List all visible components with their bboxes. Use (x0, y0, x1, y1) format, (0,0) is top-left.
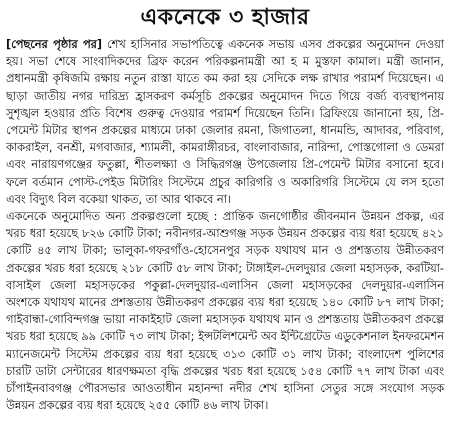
paragraph-2-text: একনেকে অনুমোদিত অন্য প্রকল্পগুলো হচ্ছে : প্রান্তিক জনগোষ্ঠীর জীবনমান উন্নয়ন প্রকল্প, এর খরচ ধরা হয়েছে ৮২৬ কোটি টাকা; নবীনগর-আশুগঞ্জ সড়ক উন্নয়ন প্রকল্পের ব্যয় ধরা হয়েছে ৪২১ কোটি ৪৫ লাখ টাকা; ভালুকা-গফরগাঁও-হোসেনপুর সড়ক যথাযথ মান ও প্রশস্ততায় উন্নীতকরণ প্রকল্পের খরচ ধরা হয়েছে ২১৮ কোটি ৫৮ লাখ টাকা; টাঙ্গাইল-দেলদুয়ার জেলা মহাসড়ক, করটিয়া-বাসাইল জেলা মহাসড়কের পকুল্লা-দেলদুয়ার-এলাসিন জেলা মহাসড়কের দেলদুয়ার-এলাসিন অংশকে যথাযথ মানের প্রশস্ততায় উন্নীতকরণ প্রকল্পের ব্যয় ধরা হয়েছে ১৪০ কোটি ৮৭ লাখ টাকা; গাইবান্ধা-গোবিন্দগঞ্জ ভায়া নাকাইহাট জেলা মহাসড়ক যথাযথ মান ও প্রশস্ততায় উন্নীতকরণ প্রকল্পে খরচ ধরা হয়েছে ৯৯ কোটি ৭৩ লাখ টাকা; ইন্সটলিশমেন্ট অব ইন্টিগ্রেটেড এডুকেশনাল ইনফরমেশন ম্যানেজমেন্ট সিস্টেম প্রকল্পের ব্যয় ধরা হয়েছে ৩১৩ কোটি ৩১ লাখ টাকা; বাংলাদেশ পুলিশের চারটি ডাটা সেন্টারের ধারণক্ষমতা বৃদ্ধি প্রকল্পের খরচ ধরা হয়েছে ১৫৪ কোটি ৭৭ লাখ টাকা এবং চাঁপাইনবাবগঞ্জ পৌরসভার আওতাধীন মহানন্দা নদীর শেখ হাসিনা সেতুর সঙ্গে সংযোগ সড়ক উন্নয়ন প্রকল্পের ব্যয় ধরা হয়েছে ২৫৫ কোটি ৪৬ লাখ টাকা। (6, 210, 444, 413)
article-headline: একনেকে ৩ হাজার (140, 5, 310, 30)
article-paragraph-1 (6, 36, 444, 208)
continuation-tag: [পেছনের পৃষ্ঠার পর] (6, 38, 103, 51)
paragraph-1-text: শেখ হাসিনার সভাপতিত্বে একনেক সভায় এসব প্রকল্পের অনুমোদন দেওয়া হয়। সভা শেষে সাংবাদিকদের ব্রিফ করেন পরিকল্পনামন্ত্রী আ হ ম মুস্তফা কামাল। মন্ত্রী জানান, প্রধানমন্ত্রী কৃষিজমি রক্ষায় নতুন রাস্তা যাতে কম করা হয় সেদিকে লক্ষ রাখার পরামর্শ দিয়েছেন। এ ছাড়া জাতীয় নগর দারিদ্র্য হ্রাসকরণ কর্মসূচি প্রকল্পের অনুমোদন দিতে গিয়ে বর্জ্য ব্যবস্থাপনায় সুশৃঙ্খল হওয়ার প্রতি বিশেষ গুরুত্ব দেওয়ার পরামর্শ দিয়েছেন তিনি। ব্রিফিংয়ে জানানো হয়, প্রি-পেমেন্ট মিটার স্থাপন প্রকল্পের মাধ্যমে ঢাকা জেলার রমনা, জিগাতলা, ধানমন্ডি, আদাবর, পরিবাগ, কাকরাইল, বনশ্রী, মগবাজার, শ্যামলী, কামরাঙ্গীরচর, বাংলাবাজার, নারিন্দা, পোস্তগোলা ও ডেমরা এবং নারায়ণগঞ্জের ফতুল্লা, শীতলক্ষ্যা ও সিদ্ধিরগঞ্জ উপজেলায় প্রি-পেমেন্ট মিটার বসানো হবে। ফলে বর্তমান পোস্ট-পেইড মিটারিং সিস্টেমে প্রচুর কারিগরি ও অকারিগরি সিস্টেমে যে লস হতো এবং বিদ্যুৎ বিল বকেয়া থাকত, তা আর থাকবে না। (6, 38, 445, 206)
article-body (6, 36, 444, 414)
article-paragraph-2 (6, 208, 444, 414)
